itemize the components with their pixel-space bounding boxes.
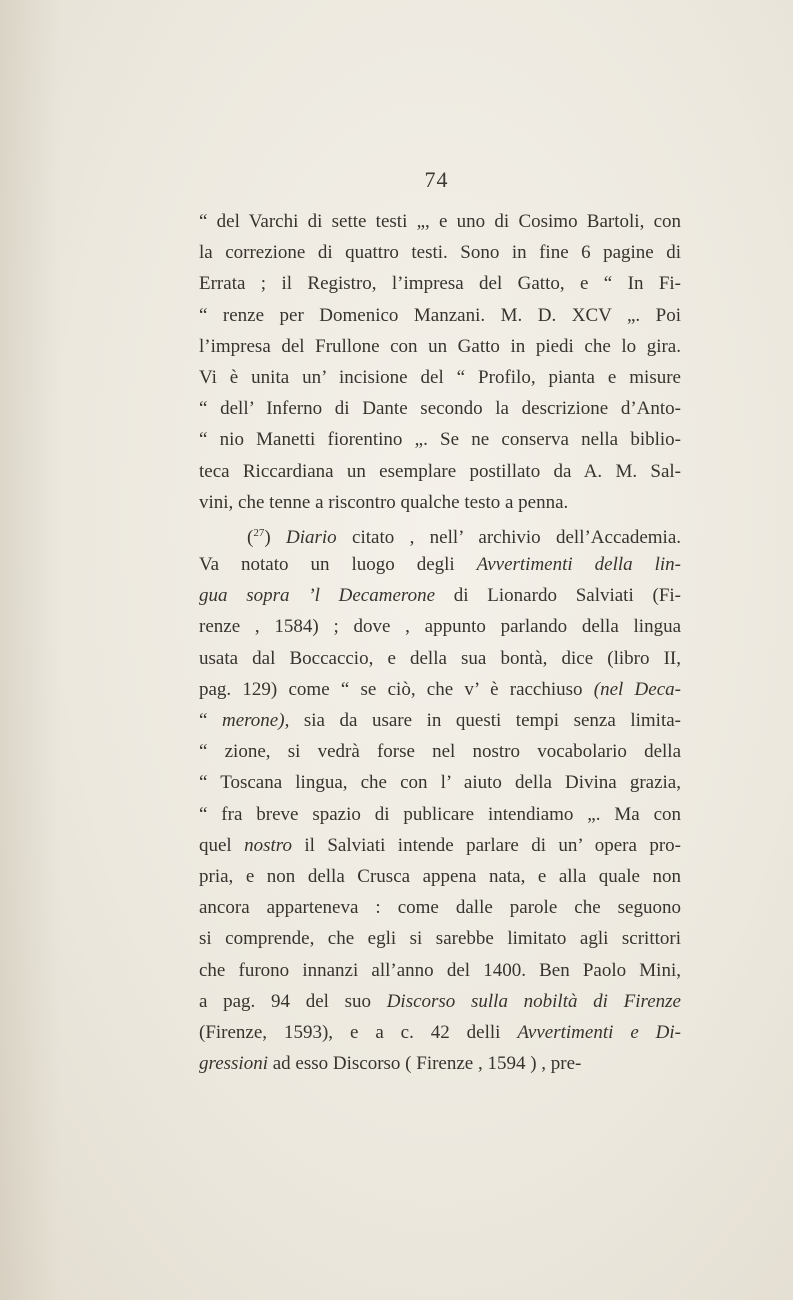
text-segment: quel [199, 834, 245, 856]
text-segment: citato , nell’ archivio dell’Accademia. [336, 526, 682, 548]
text-line [199, 518, 681, 549]
page-number: 74 [424, 167, 449, 192]
text-segment: il Salviati intende parlare di un’ opera pro- [292, 834, 682, 856]
text-line [199, 362, 681, 393]
italic-text: Avvertimenti della lin- [476, 554, 681, 576]
text-segment: “ [199, 710, 222, 731]
text-line [199, 424, 681, 455]
text-line [199, 830, 681, 861]
text-line [199, 705, 681, 736]
italic-text: nostro [244, 834, 292, 856]
italic-text: Discorso sulla nobiltà di Firenze [386, 990, 681, 1012]
text-segment: pag. 129) come “ se ciò, che v’ è racchiuso [199, 678, 594, 700]
text-segment: si comprende, che egli si sarebbe limitato agli scrittori [199, 928, 681, 950]
text-segment: “ zione, si vedrà forse nel nostro vocabolario della [199, 741, 681, 763]
italic-text: merone), [221, 710, 290, 731]
text-line [199, 237, 681, 268]
text-segment: ad esso Discorso ( Firenze , 1594 ) , pre- [267, 1053, 582, 1075]
text-segment: usata dal Boccaccio, e della sua bontà, dice (libro II, [199, 647, 681, 669]
text-line [199, 549, 681, 580]
text-line [199, 736, 681, 767]
text-line [199, 923, 681, 954]
text-segment: ) [264, 526, 286, 548]
text-line [199, 892, 681, 923]
italic-text: gua sopra ’l Decamerone [199, 585, 436, 607]
text-line [199, 268, 681, 299]
text-segment: ( [247, 526, 254, 548]
text-segment: che furono innanzi all’anno del 1400. Ben Paolo Mini, [199, 959, 681, 981]
text-line [199, 1048, 681, 1079]
text-line [199, 643, 681, 674]
text-line [199, 955, 681, 986]
text-line [199, 206, 681, 237]
text-segment: l’impresa del Frullone con un Gatto in piedi che lo gira. [199, 335, 681, 357]
text-line [199, 1017, 681, 1048]
text-segment: teca Riccardiana un esemplare postillato da A. M. Sal- [199, 460, 681, 482]
text-line [199, 674, 681, 705]
text-segment: “ fra breve spazio di publicare intendiamo „. Ma con [199, 803, 681, 825]
text-segment: ancora apparteneva : come dalle parole che seguono [199, 897, 681, 919]
text-segment: pria, e non della Crusca appena nata, e alla quale non [199, 865, 681, 887]
text-line [199, 300, 681, 331]
italic-text: (nel Deca- [593, 678, 681, 700]
text-segment: renze , 1584) ; dove , appunto parlando della lingua [199, 616, 681, 638]
text-line [199, 456, 681, 487]
text-line [199, 986, 681, 1017]
italic-text: Diario [286, 526, 337, 548]
text-line [199, 580, 681, 611]
text-segment: sia da usare in questi tempi senza limita- [289, 710, 681, 731]
text-line [199, 611, 681, 642]
text-segment: la correzione di quattro testi. Sono in fine 6 pagine di [199, 242, 681, 264]
text-line [199, 487, 681, 518]
text-segment: Vi è unita un’ incisione del “ Profilo, pianta e misure [199, 366, 681, 388]
text-line [199, 767, 681, 798]
text-segment: (Firenze, 1593), e a c. 42 delli [199, 1021, 518, 1043]
text-segment: Va notato un luogo degli [199, 554, 477, 576]
text-line [199, 331, 681, 362]
page-gutter-shade [0, 0, 60, 1300]
text-segment: di Lionardo Salviati (Fi- [435, 585, 681, 607]
footnote-marker: 27 [253, 526, 265, 539]
text-line [199, 861, 681, 892]
body-text [199, 206, 681, 1079]
text-segment: “ Toscana lingua, che con l’ aiuto della Divina grazia, [199, 772, 681, 794]
text-segment: “ del Varchi di sette testi „, e uno di Cosimo Bartoli, con [199, 211, 681, 232]
text-line [199, 393, 681, 424]
text-segment: a pag. 94 del suo [199, 990, 387, 1012]
italic-text: gressioni [199, 1053, 268, 1075]
text-segment: “ renze per Domenico Manzani. M. D. XCV „. Poi [199, 304, 681, 326]
text-segment: Errata ; il Registro, l’impresa del Gatto, e “ In Fi- [199, 273, 681, 295]
italic-text: Avvertimenti e Di- [517, 1021, 681, 1043]
text-segment: “ dell’ Inferno di Dante secondo la descrizione d’Anto- [199, 398, 681, 420]
text-segment: “ nio Manetti fiorentino „. Se ne conserva nella biblio- [199, 429, 681, 451]
text-line [199, 799, 681, 830]
text-segment: vini, che tenne a riscontro qualche testo a penna. [199, 491, 569, 513]
